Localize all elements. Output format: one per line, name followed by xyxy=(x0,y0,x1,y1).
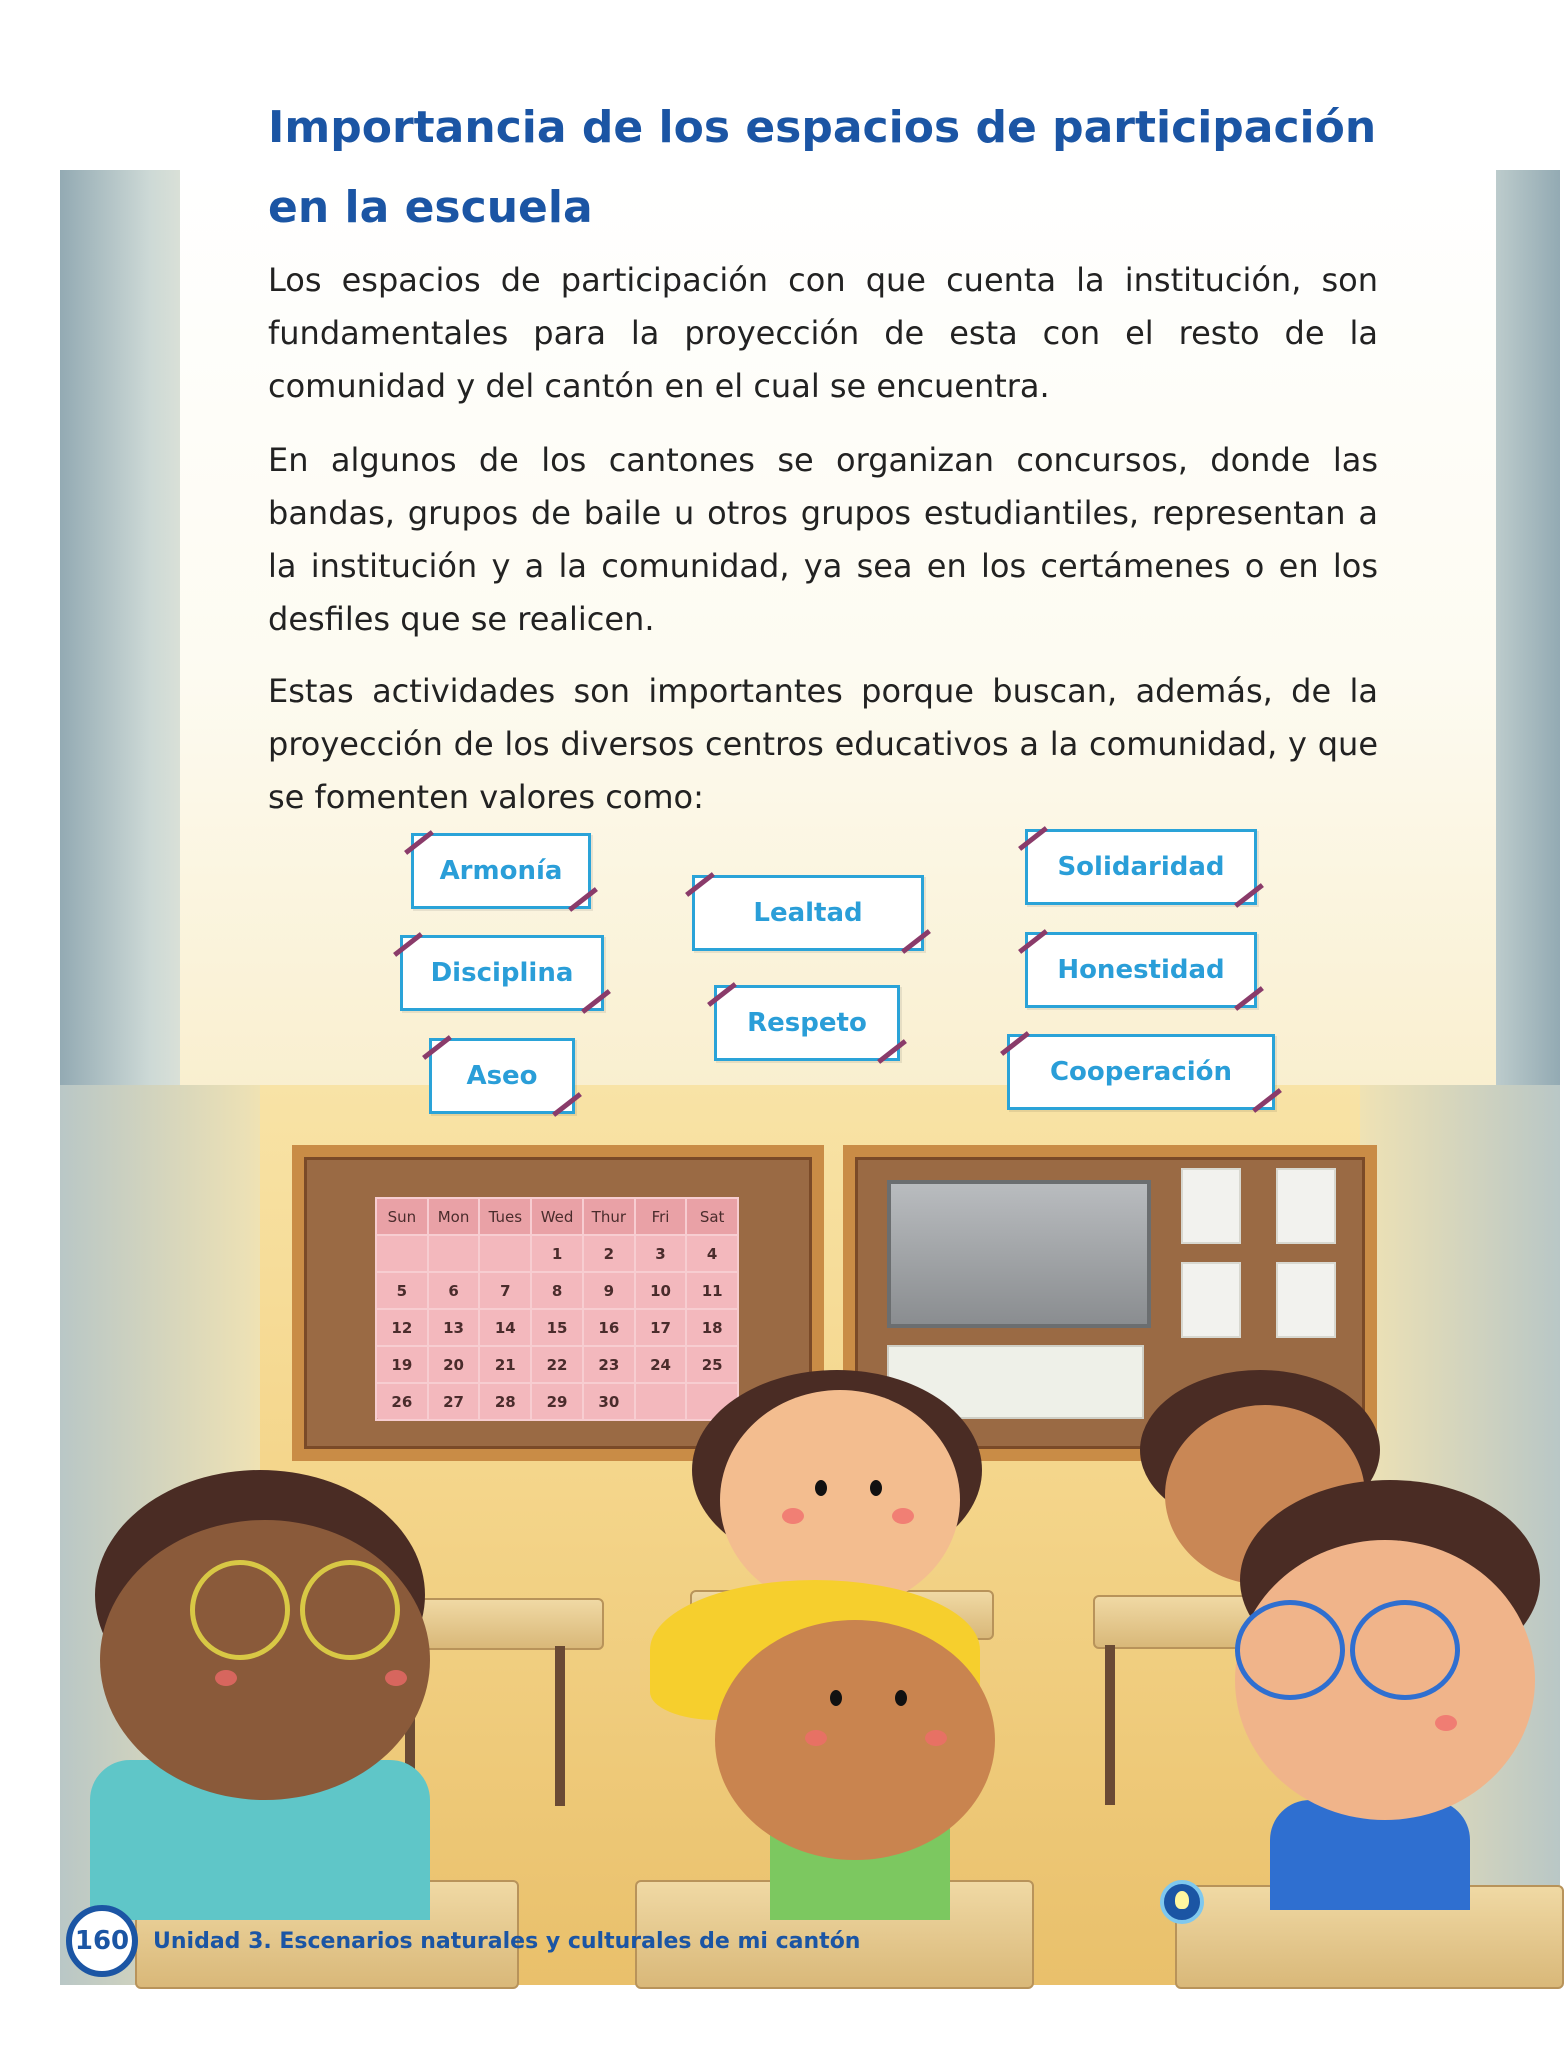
whiteboard-screen xyxy=(887,1180,1151,1328)
calendar-date: 21 xyxy=(479,1346,531,1383)
calendar-day-name: Thur xyxy=(583,1198,635,1235)
glasses xyxy=(300,1560,400,1660)
calendar-date xyxy=(479,1235,531,1272)
eye xyxy=(830,1690,842,1706)
calendar-date: 1 xyxy=(531,1235,583,1272)
calendar-week xyxy=(376,1309,738,1346)
calendar-date xyxy=(376,1235,428,1272)
pinned-paper xyxy=(1181,1262,1241,1338)
calendar-header-row xyxy=(376,1198,738,1235)
calendar-day-name: Tues xyxy=(479,1198,531,1235)
unit-footer: Unidad 3. Escenarios naturales y culturales de mi cantón xyxy=(153,1929,861,1954)
calendar-date: 20 xyxy=(428,1346,480,1383)
cheek xyxy=(385,1670,407,1686)
glasses xyxy=(1350,1600,1460,1700)
cheek xyxy=(215,1670,237,1686)
value-label: Disciplina xyxy=(430,958,574,988)
cheek xyxy=(892,1508,914,1524)
value-tag-solidaridad xyxy=(1025,829,1257,905)
pinned-paper xyxy=(1276,1262,1336,1338)
value-tag-aseo xyxy=(429,1038,575,1114)
calendar-date: 28 xyxy=(479,1383,531,1420)
calendar-day-name: Sun xyxy=(376,1198,428,1235)
calendar-date: 4 xyxy=(686,1235,738,1272)
value-tag-respeto xyxy=(714,985,900,1061)
value-tag-disciplina xyxy=(400,935,604,1011)
value-label: Armonía xyxy=(439,856,563,886)
paragraph-3: Estas actividades son importantes porque buscan, además, de la proyección de los diversos centros educativos a la comunidad, y que se fomenten valores como: xyxy=(268,672,1378,816)
calendar-date: 10 xyxy=(635,1272,687,1309)
calendar-date: 7 xyxy=(479,1272,531,1309)
calendar-date: 22 xyxy=(531,1346,583,1383)
cheek xyxy=(805,1730,827,1746)
calendar-day-name: Mon xyxy=(428,1198,480,1235)
eye xyxy=(895,1690,907,1706)
calendar-date: 16 xyxy=(583,1309,635,1346)
value-label: Solidaridad xyxy=(1057,852,1225,882)
boy-face xyxy=(715,1620,995,1860)
calendar-week xyxy=(376,1346,738,1383)
calendar-date: 18 xyxy=(686,1309,738,1346)
cheek xyxy=(782,1508,804,1524)
calendar-week xyxy=(376,1235,738,1272)
calendar-date: 2 xyxy=(583,1235,635,1272)
calendar-date: 19 xyxy=(376,1346,428,1383)
boy-face xyxy=(1235,1540,1535,1820)
lightbulb-icon xyxy=(1160,1880,1204,1924)
calendar-date: 26 xyxy=(376,1383,428,1420)
calendar-date: 8 xyxy=(531,1272,583,1309)
calendar-date: 11 xyxy=(686,1272,738,1309)
calendar-date: 29 xyxy=(531,1383,583,1420)
calendar-date: 17 xyxy=(635,1309,687,1346)
value-tag-lealtad xyxy=(692,875,924,951)
desk-leg xyxy=(555,1646,565,1806)
cheek xyxy=(1435,1715,1457,1731)
calendar-day-name: Sat xyxy=(686,1198,738,1235)
calendar-date: 15 xyxy=(531,1309,583,1346)
calendar-date: 13 xyxy=(428,1309,480,1346)
calendar-date: 3 xyxy=(635,1235,687,1272)
calendar-date: 14 xyxy=(479,1309,531,1346)
value-tag-honestidad xyxy=(1025,932,1257,1008)
value-label: Respeto xyxy=(747,1008,867,1038)
calendar-week xyxy=(376,1383,738,1420)
calendar-date xyxy=(635,1383,687,1420)
calendar-date: 27 xyxy=(428,1383,480,1420)
calendar-date: 24 xyxy=(635,1346,687,1383)
calendar-date xyxy=(428,1235,480,1272)
value-label: Cooperación xyxy=(1049,1057,1233,1087)
page-title: Importancia de los espacios de participación en la escuela xyxy=(268,102,1377,233)
value-label: Lealtad xyxy=(753,898,863,928)
eye xyxy=(870,1480,882,1496)
page-number: 160 xyxy=(66,1905,138,1977)
calendar-date: 9 xyxy=(583,1272,635,1309)
calendar-date: 12 xyxy=(376,1309,428,1346)
cheek xyxy=(925,1730,947,1746)
calendar-date: 25 xyxy=(686,1346,738,1383)
girl-face xyxy=(720,1390,960,1610)
calendar-day-name: Wed xyxy=(531,1198,583,1235)
paragraph-2: En algunos de los cantones se organizan concursos, donde las bandas, grupos de baile u otros grupos estudiantiles, representan a la institución y a la comunidad, ya sea en los certámenes o en los desfiles que se realicen. xyxy=(268,441,1378,638)
value-tag-cooperacion xyxy=(1007,1034,1275,1110)
pinned-paper xyxy=(1276,1168,1336,1244)
value-label: Honestidad xyxy=(1057,955,1225,985)
eye xyxy=(815,1480,827,1496)
calendar-date: 6 xyxy=(428,1272,480,1309)
calendar-date: 5 xyxy=(376,1272,428,1309)
calendar-date: 30 xyxy=(583,1383,635,1420)
calendar-week xyxy=(376,1272,738,1309)
desk-leg xyxy=(1105,1645,1115,1805)
calendar-date: 23 xyxy=(583,1346,635,1383)
paragraph-1: Los espacios de participación con que cuenta la institución, son fundamentales para la proyección de esta con el resto de la comunidad y del cantón en el cual se encuentra. xyxy=(268,261,1378,405)
glasses xyxy=(1235,1600,1345,1700)
calendar-day-name: Fri xyxy=(635,1198,687,1235)
pinned-paper xyxy=(1181,1168,1241,1244)
glasses xyxy=(190,1560,290,1660)
wall-calendar xyxy=(375,1197,739,1421)
value-label: Aseo xyxy=(466,1061,538,1091)
boy-face xyxy=(100,1520,430,1800)
value-tag-armonia xyxy=(411,833,591,909)
